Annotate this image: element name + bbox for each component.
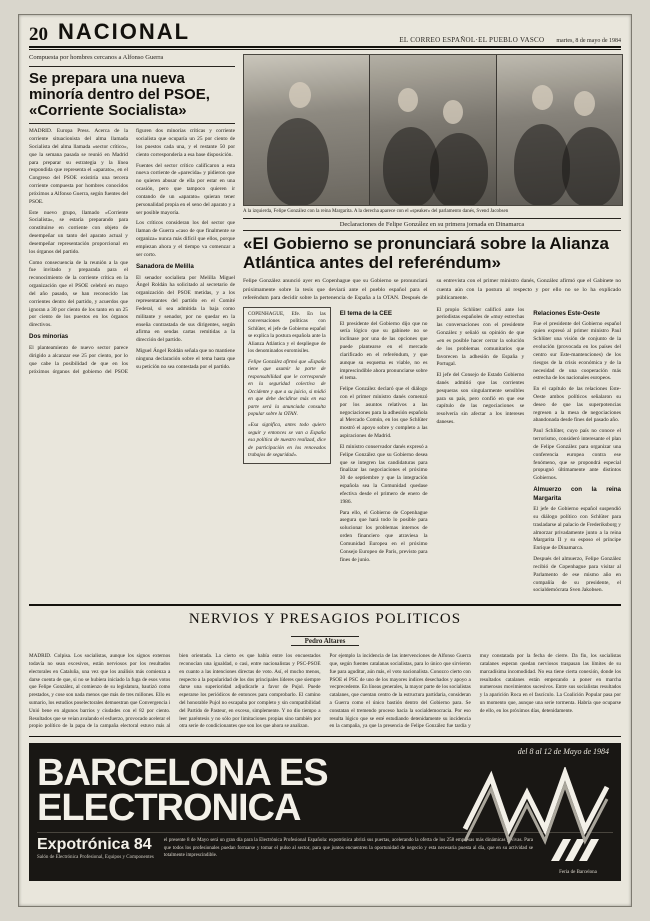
paragraph: Fue el presidente del Gobierno español quien expresó al primer ministro Paul Schlüter una visión de conjunto de la evolución (provocada en los países del centro sur Este-mantenciones) de los riesgos de la crisis económica y de la necesidad de una cooperación más estrecha de los nacionales europeos. [533,320,621,382]
column-cee [340,307,428,599]
ad-line-2: ELECTRONICA [37,787,301,830]
issue-date: martes, 8 de mayo de 1984 [556,38,621,44]
paragraph: El propio Schlüter calificó ante los periodistas españoles de «muy estrechas las conversaciones con el presidente González y señaló su opinión de que «en es posible hacer cerrar la solución de los problemas comunitarios que favorecen la adhesión de España y Portugal. [436,306,525,368]
masthead-rule [29,49,621,50]
paragraph: COPENHAGUE, Efe. En las conversaciones políticas con Schlüter, el jefe de Gobierno español se explica la postura española ante la Alianza Atlántica y el despliegue de los denominados euromisiles. [248,310,326,355]
paragraph: Por ejemplo la incidencia de las intervenciones de Alfonso Guerra que, según fuentes catalanas socialistas, para lo único que sirvieron fue para aguditar, aún más, el voto nacionalista. Conozco cierto con PSOE el PSC de uno de los mayores índices desechados y apoyo a vecprecedente. En líneas generales, la mayor parte de los socialistas catalanes, que cuentan centro de la estructura partidaria, consideran a Guerra como el único bastión dentro del Gobierno para. Se constatan el tremendo proceso hacia la socialdemocracia. Por eso resulta lógico que se esté estudiando detenidamente su incidencia en la campaña, ya que la presencia de Felipe González fue tardía y muy constatada por la fecha de cierre. Da fin, los socialistas catalanes esperan quedan nerviosos traspasan las límites de su marcadísima incomodidad. No esa tiene cierta conexión, donde los resultados catalanes están empezando a poner en marcha numerosos movimientos sucesivos. Entre sus socialistas resultados y la aparición Roca en el fascículo. La Coalición Popular pasa por un momento que, aunque una serie tormenta. Habría que ocuparse de ello, en los próximos días, detenidamente. [329,653,621,730]
fira-caption: Feria de Barcelona [559,870,597,876]
subheading: Dos minorías [29,333,69,341]
masthead [29,21,621,48]
expo-subtitle: Salón de Electrónica Profesional, Equipos y Componentes [37,855,154,861]
ad-copy: el presente 8 de Mayo será un gran día para la Electrónica Profesional Española: expotrónica abrirá sus puertas, acelerando la oferta de los 258 empresas más dinámicas y vivas. Para que todos los profesionales puedan formarse y tomar el pulso al sector, para que juntos encuentren la oportunidad de negocio y esta necesaria puesta al día, que en su actividad se totalmente imprescindible. [163,838,533,859]
paragraph: MADRID. Colpisa. Los socialistas, aunque los signos externos todavía no sean excesivos, están nerviosos por los resultados electorales en Cataluña, una vez que los análisis más comienza a darse cuenta de que, si no se hubiera iniciado la fuga de esos votos que Felipe González, al comienzo de su legislatura, bautizó como prestados, y cose son nada menos que más de tres millones. Ello es sumario, los estudios poselectorales demuestran que Convergencia i Unió bene en algunos barrios y ciudades con el 82 por ciento. Resultados que se veían avalando el esfuerzo, provocado acelerar el propio político de la papa de la campaña electoral estuvo más al bien orientada. La cierto es que había entre los encuestados reconocían una igualdad, o casi, entre nacionalistas y PSC-PSOE en cuanto a las intenciones directas de voto. Así, el mucho menos, respecto a la popularidad de los dos principales líderes que siempre darse una superioridad adjudicarle a favor de Pujol. Puede esperarse los periódicos de entonces para comprobarlo. El camino del honorable Pujol no escapaba por completo y sin compatibilidad del Partido de Pasteur, en exceso, simplemente. Y no dio tiempo a leer paréntesis y no sólo por limitaciones propias sino también por otra serie de condicionantes que son los que ahora se analizan. [29,653,321,730]
paragraph: «Esa significa, antes todo quiero seguir y entonces se van a España esa política de nuestro realizad, dice de participación en los renovados trabajos de seguridad». [248,421,326,459]
article-left-headline: Se prepara una nueva minoría dentro del PSOE, «Corriente Socialista» [29,69,210,120]
top-section [29,54,621,598]
column-cee-cont [437,307,525,599]
paragraph: El ministro conservador danés expresó a Felipe González que su Gobierno desea que se integren las candidaturas para finalizar las negociaciones el próximo 30 de septiembre y que la integración española sea la Comunidad quedase efectiva desde el primero de enero de 1986. [339,443,428,505]
source-box [243,307,331,464]
article-main-dek: Declaraciones de Felipe González en su primera jornada en Dinamarca [243,218,621,231]
paragraph: Felipe González afirmó que «España tiene que asumir la parte de responsabilidad que le corresponde en la seguridad colectiva de Occidente y que a su juicio, si midió en que debe decidirse más en esa parte será la anunciada consulta popular sobre la OTAN. [248,358,326,418]
advertisement[interactable] [29,743,621,881]
paragraph: Este nuevo grupo, llamado «Corriente Socialista», se estaría preparando para constituirse en corriente con objeto de desempeñar un tanto del aparato actual y desempeñar representación proporcional en los órganos del partido. [29,209,128,255]
ad-date-line: del 8 al 12 de Mayo de 1984 [517,747,609,757]
article-main [243,54,621,598]
paragraph: En el capítulo de las relaciones Este-Oeste ambos políticos señalaron su deseo de que las superpotencias regresen a la mesa de negociaciones abandonada desde fines del pasado año. [533,386,621,424]
divider [29,123,235,124]
column-box [243,307,331,599]
subheading: Relaciones Este-Oeste [533,309,600,317]
paragraph: Felipe González declaró que el diálogo con el primer ministro danés comenzó por los asuntos relativos a las negociaciones para la adhesión española al Mercado Común, en los que Schlüter mostró el apoyo sobre y completo a las aspiraciones de Madrid. [339,386,428,440]
paragraph: Como consecuencia de la reunión a la que fue invitado y preparada para el reconocimiento de la corriente crítica en la organización que el PSOE celebró en mayo del año pasado, se han reconocido las corrientes dentro del partido, y acuerdos que ignoran a 30 por ciento de los tanto en un 25 por ciento de los puestos en los órganos directivos. [29,259,128,329]
ad-line-1: BARCELONA ES [37,752,328,795]
paragraph: El presidente del Gobierno dijo que no sería lógico que su gabinete no se inclinase por una de las opciones que puede plantearse en el mercado clarificado en el referéndum, y que aunque su esquema es viable, no es imprescindible ahora pronunciarse sobre el tema. [339,320,428,382]
article-main-columns [243,307,621,599]
paragraph: Paul Schlüter, cuyo país no conoce el terrorismo, consideró interesante el plan de Felipe González para organizar una conferencia europea contra ese fenómeno, que se propondrá especial propugnó últimamente ante distintos Gobiernos. [533,428,621,482]
byline-wrap [29,630,621,649]
paragraph: Miguel Ángel Roldán señala que no mantiene ninguna declaración sobre el tema hasta que su petición no sea contestada por el partido. [136,348,235,370]
masthead-right [399,36,621,44]
photo-gonzalez-queen [244,55,370,205]
opinion-section [29,604,621,737]
column-este-oeste [533,307,621,599]
paragraph: Los críticos consideran los del sector que llaman de Guerra «caso de que finalmente se organiza» nunca más difícil que ellos, porque empiezan ahora y el tiempo va comenzar a ser corto. [136,220,235,258]
photo-gonzalez-speaker [497,55,622,205]
page-sheet [18,14,632,907]
page-number: 20 [29,24,48,45]
opinion-byline: Pedro Altares [291,636,360,646]
opinion-title: NERVIOS Y PRESAGIOS POLITICOS [188,611,462,628]
opinion-body [29,653,621,731]
article-left-body [29,128,235,376]
paragraph: El jefe de Gobierno español suspendió su diálogo político con Schlüter para trasladarse al palacio de Frederiksborg y almorzar privadamente junto a la reina Margarita II y su esposo el príncipe Enrique de Dinamarca. [533,506,621,552]
expo-block [37,837,154,860]
subheading: El tema de la CEE [339,309,393,317]
article-main-headline: «El Gobierno se pronunciará sobre la Alianza Atlántica antes del referéndum» [243,234,609,272]
subheading: Sanadora de Melilla [136,262,194,270]
article-left [29,54,235,598]
paragraph: Después del almuerzo, Felipe González recibió de Copenhague para visitar al Parlamento de ese mismo año en compañía de su presidente, el socialdemócrata Sven Jakobsen. [533,556,621,594]
electronics-wave-icon [461,767,611,845]
paragraph: El senador socialista por Melilla Miguel Ángel Roldán ha solicitado al secretario de organización del PSOE metidas, y a los representantes del partido en el Comité Federal, si sea admitida la baja como militante y senador, por no quedar en la enseña contrastada de sus dirigentes, según afirma en sendas cartas remitidas a la dirección del partido. [136,274,235,344]
photo-gonzalez-handshake [370,55,496,205]
paragraph: El jefe del Consejo de Estado Gobierno danés admitió que las corrientes pesqueras son singularmente sensibles para su país, pero confió en que ese capítulo de las negociaciones se resolvería sin afectar a los intereses daneses. [436,372,525,426]
article-left-kicker: Compuesta por hombres cercanos a Alfonso Guerra [29,54,164,61]
photo-strip [243,54,623,206]
divider [29,66,235,67]
paragraph: MADRID. Europa Press. Acerca de la corriente situacionista del alma llamada Socialista del alma llamada «sector crítico», que la semana pasada se reunió en Madrid para preparar su estrategia y la línea respondida que representa el «aparato», en el Congreso del PSOE existiría una tercera corriente compuesta por hombres conocidos próximos a Alfonso Guerra, según fuentes del PSOE. [29,128,128,205]
paragraph: El planteamiento de nuevo sector parece dirigido a alcanzar ese 25 por ciento, por lo que cabe la posibilidad de que en los próximos órganos del gobierno del PSOE figuren dos minorías críticas y corriente socialista que ocuparía un 25 por ciento de los puestos cada una, y el restante 50 por ciento correspondería a esa base disposición. [29,128,235,375]
paragraph: Para ello, el Gobierno de Copenhague asegura que hará todo lo posible para solucionar los problemas internos de orden financiero que atraviesa la Comunidad Europea en el próximo Consejo Europeo de París, previsto para fines de junio. [339,509,428,563]
paper-name: EL CORREO ESPAÑOL·EL PUEBLO VASCO [399,36,545,44]
section-title: NACIONAL [58,19,191,44]
article-main-lede: Felipe González anunció ayer en Copenhague que su Gobierno se pronunciará próximamente sobre la tesis que deviará ante el pueblo español para el referéndum para decidir sobre la pertenencia de España a la OTAN. Después de su entrevista con el primer ministro danés, González afirmó que el Gabinete no cuenta aún con la postura al respecto y por ello no se lo ha explicado públicamente. [243,278,621,302]
photo-caption: A la izquierda, Felipe González con la reina Margarita. A la derecha aparece con el «speaker» del parlamento danés, Svend Jacobsen [243,209,509,214]
subheading: Almuerzo con la reina Margarita [533,486,621,503]
paragraph: Fuentes del sector crítico calificaron a esta nueva corriente de «parecida» y pidieron que no quieren abusar de ella por estar en una ocasión, pero que tampoco quieren ir contando de un «aparato» quieran tener personalidad propia en el seno del aparato y a ser posible mayoría. [136,162,235,216]
expo-title: Expotrónica 84 [37,836,152,854]
